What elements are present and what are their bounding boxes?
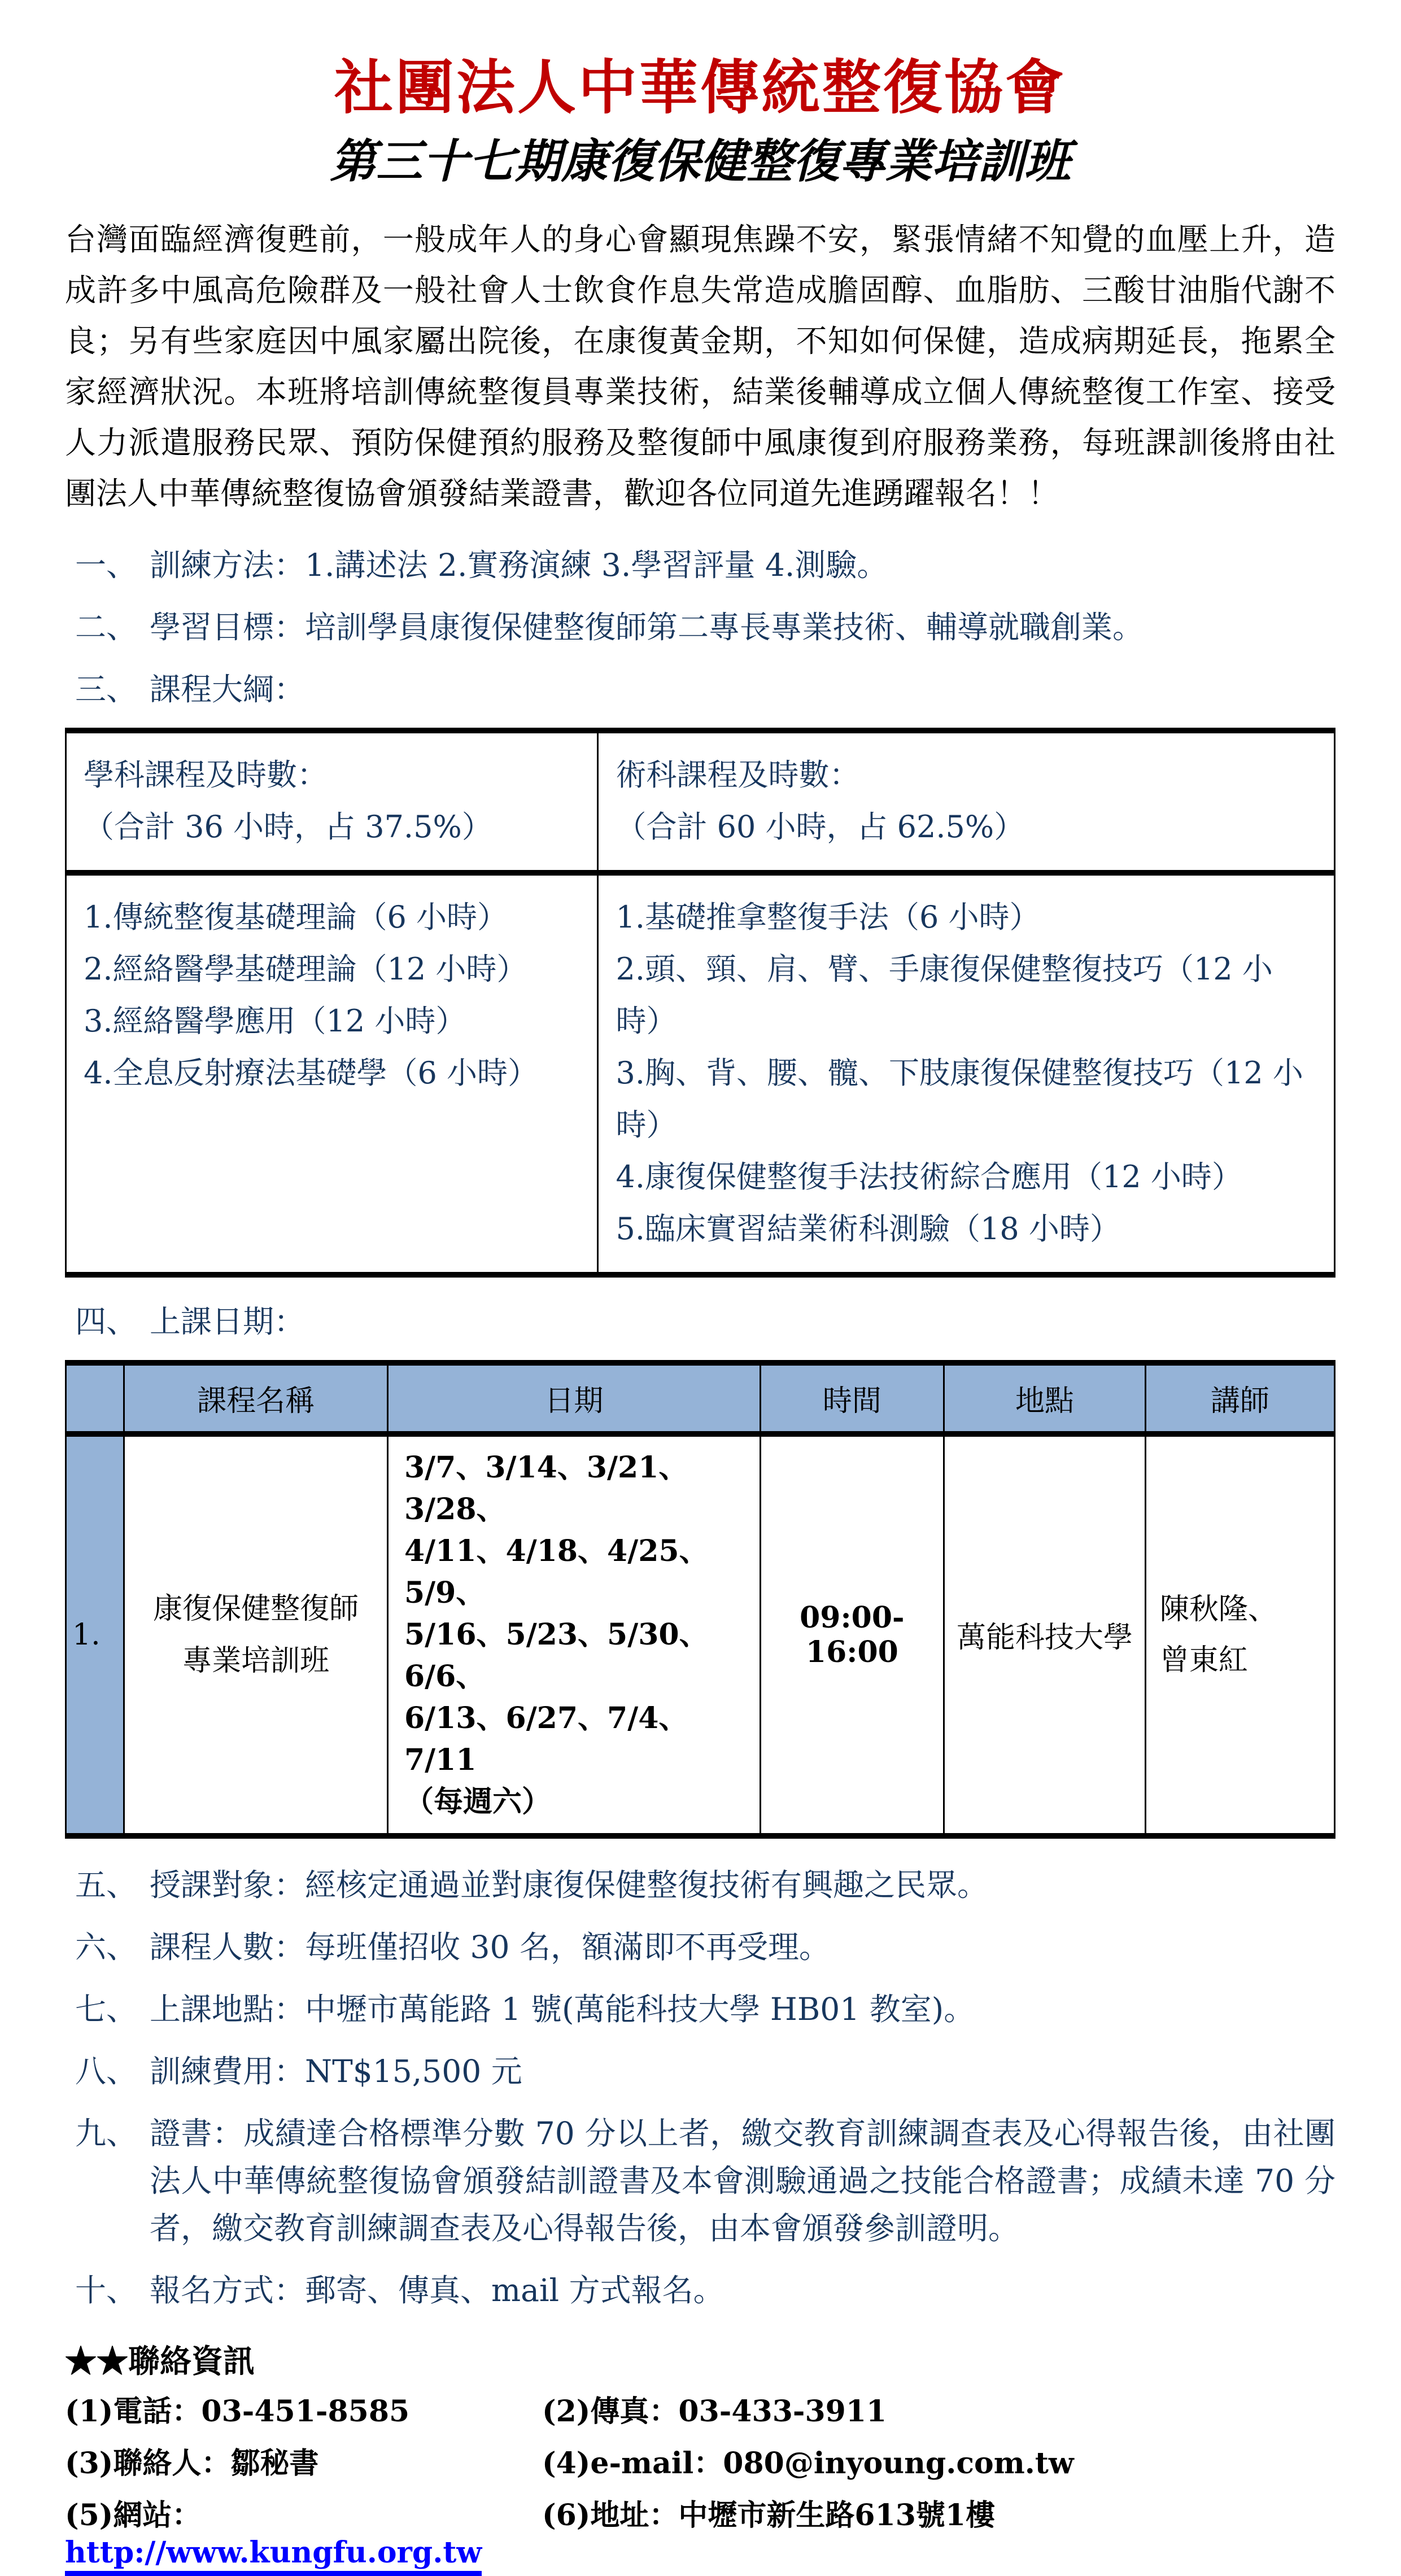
list-item-8 [65,2048,1335,2095]
curriculum-header-practical-total: （合計 60 小時，占 62.5%） [616,808,1025,845]
list-item-10 [65,2267,1335,2314]
schedule-header-teacher: 講師 [1146,1366,1334,1431]
course-line: 1.基礎推拿整復手法（6 小時） [616,899,1040,935]
item-text: 授課對象：經核定通過並對康復保健整復技術有興趣之民眾。 [150,1866,989,1903]
course-name-cell [125,1437,389,1833]
teacher-line: 曾東紅 [1159,1643,1248,1677]
schedule-header-time: 時間 [761,1366,945,1431]
item-text: 證書：成績達合格標準分數 70 分以上者，繳交教育訓練調查表及心得報告後，由社團法人中華傳統整復協會頒發結訓證書及本會測驗通過之技能合格證書；成績未達 70 分者，繳交教育訓練調查表及心得報告後，由本會頒發參訓證明。 [150,2115,1335,2246]
teacher-cell [1146,1437,1334,1833]
item-number: 四、 [75,1303,138,1340]
course-line: 2.頭、頸、肩、臂、手康復保健整復技巧（12 小時） [616,951,1273,1039]
list-item-9 [65,2110,1335,2252]
item-number: 五、 [75,1866,138,1903]
item-text: 課程大綱： [150,671,305,707]
item-number: 八、 [75,2053,138,2089]
time-cell [761,1437,945,1833]
item-text: 課程人數：每班僅招收 30 名，額滿即不再受理。 [150,1928,830,1965]
schedule-header-date: 日期 [389,1366,761,1431]
course-name-line: 專業培訓班 [182,1643,330,1678]
list-item-2 [65,603,1335,651]
course-name-line: 康復保健整復師 [153,1591,359,1626]
curriculum-header-academic-total: （合計 36 小時，占 37.5%） [84,808,492,845]
contact-info-grid [65,2393,1335,2571]
schedule-header-location: 地點 [945,1366,1146,1431]
curriculum-academic-courses [67,876,599,1272]
course-line: 4.康復保健整復手法技術綜合應用（12 小時） [616,1158,1242,1195]
row-index-cell: 1. [67,1437,125,1833]
dates-line: （每週六） [404,1784,551,1819]
dates-line: 5/16、5/23、5/30、6/6、 [404,1617,709,1694]
course-line: 5.臨床實習結業術科測驗（18 小時） [616,1210,1120,1247]
dates-line: 3/7、3/14、3/21、3/28、 [404,1450,688,1527]
list-item-4 [65,1298,1335,1345]
contact-address: (6)地址：中壢市新生路613號1樓 [542,2498,996,2533]
item-number: 一、 [75,546,138,583]
schedule-table [65,1360,1335,1839]
curriculum-table [65,728,1335,1278]
curriculum-header-academic [67,733,599,870]
item-text: 訓練費用：NT$15,500 元 [150,2053,522,2089]
item-text: 報名方式：郵寄、傳真、mail 方式報名。 [150,2272,724,2308]
contact-website-label: (5)網站： [65,2498,202,2533]
list-item-5 [65,1861,1335,1909]
item-number: 三、 [75,671,138,707]
website-link[interactable]: http://www.kungfu.org.tw [65,2535,482,2576]
curriculum-header-practical [599,733,1334,870]
item-number: 六、 [75,1928,138,1965]
contact-person: (3)聯絡人：鄒秘書 [65,2446,319,2481]
list-item-3 [65,666,1335,713]
item-text: 學習目標：培訓學員康復保健整復師第二專長專業技術、輔導就職創業。 [150,609,1144,645]
curriculum-body-row [67,876,1334,1272]
course-line: 3.經絡醫學應用（12 小時） [84,1003,466,1039]
page-title: 社團法人中華傳統整復協會 [334,53,1066,122]
course-line: 3.胸、背、腰、髖、下肢康復保健整復技巧（12 小時） [616,1055,1303,1143]
dates-cell [389,1437,761,1833]
schedule-header-course: 課程名稱 [125,1366,389,1431]
list-item-7 [65,1985,1335,2033]
curriculum-header-row [67,733,1334,876]
schedule-data-row [67,1437,1334,1833]
contact-fax: (2)傳真：03-433-3911 [542,2394,887,2429]
item-number: 九、 [75,2115,138,2151]
item-number: 十、 [75,2272,138,2308]
contact-phone: (1)電話：03-451-8585 [65,2394,410,2429]
dates-line: 4/11、4/18、4/25、5/9、 [404,1533,709,1610]
item-text: 上課地點：中壢市萬能路 1 號(萬能科技大學 HB01 教室)。 [150,1991,975,2027]
location-cell: 萬能科技大學 [945,1437,1146,1833]
curriculum-header-academic-title: 學科課程及時數： [84,756,328,793]
contact-heading: ★★聯絡資訊 [65,2342,255,2380]
time-value: 09:00-16:00 [800,1600,905,1669]
dates-line: 6/13、6/27、7/4、7/11 [404,1700,688,1777]
schedule-header-index [67,1366,125,1431]
list-item-1 [65,541,1335,589]
teacher-line: 陳秋隆、 [1159,1592,1277,1626]
item-text: 上課日期： [150,1303,305,1340]
item-number: 七、 [75,1991,138,2027]
contact-website-row [65,2497,542,2571]
schedule-header-row [67,1366,1334,1437]
list-item-6 [65,1923,1335,1971]
item-number: 二、 [75,609,138,645]
contact-email: (4)e-mail：080@inyoung.com.tw [542,2446,1074,2481]
course-line: 1.傳統整復基礎理論（6 小時） [84,899,508,935]
curriculum-practical-courses [599,876,1334,1272]
course-line: 4.全息反射療法基礎學（6 小時） [84,1055,539,1091]
course-line: 2.經絡醫學基礎理論（12 小時） [84,951,527,987]
item-text: 訓練方法：1.講述法 2.實務演練 3.學習評量 4.測驗。 [150,546,888,583]
curriculum-header-practical-title: 術科課程及時數： [616,756,860,793]
page-subtitle: 第三十七期康復保健整復專業培訓班 [330,134,1071,189]
intro-paragraph: 台灣面臨經濟復甦前，一般成年人的身心會顯現焦躁不安，緊張情緒不知覺的血壓上升，造成許多中風高危險群及一般社會人士飲食作息失常造成膽固醇、血脂肪、三酸甘油脂代謝不良；另有些家庭因中風家屬出院後，在康復黃金期，不知如何保健，造成病期延長，拖累全家經濟狀況。本班將培訓傳統整復員專業技術，結業後輔導成立個人傳統整復工作室、接受人力派遣服務民眾、預防保健預約服務及整復師中風康復到府服務業務，每班課訓後將由社團法人中華傳統整復協會頒發結業證書，歡迎各位同道先進踴躍報名！！ [65,221,1335,511]
